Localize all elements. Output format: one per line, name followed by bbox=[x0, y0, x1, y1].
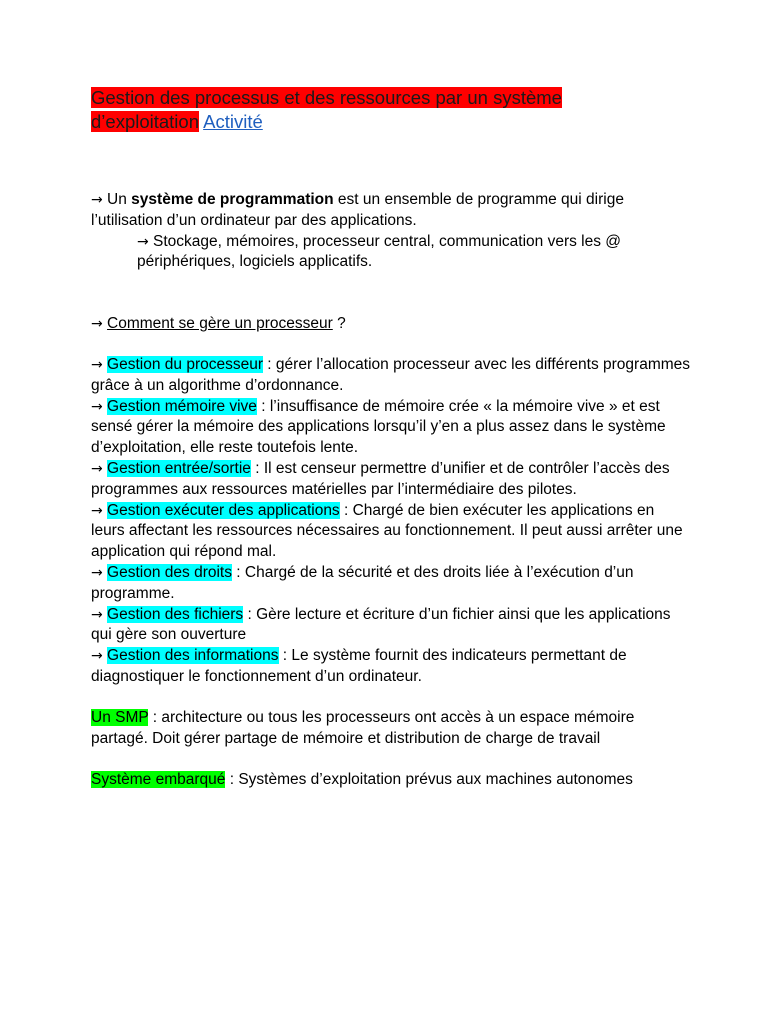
embedded-definition bbox=[91, 770, 691, 791]
intro-pre: Un bbox=[102, 191, 132, 208]
question-line bbox=[91, 314, 691, 335]
item-term: Gestion des fichiers bbox=[107, 605, 244, 623]
item-desc: : Chargé de bien exécuter les applications en leurs affectant les ressources nécessaires au fonctionnement. Il peut aussi arrêter une application qui répond mal. bbox=[91, 501, 683, 561]
intro-sub-text: Stockage, mémoires, processeur central, communication vers les @ périphériques, logiciels applicatifs. bbox=[137, 232, 622, 271]
arrow-icon: → bbox=[91, 606, 103, 623]
item-desc: : l’insuffisance de mémoire crée « la mémoire vive » et est sensé gérer la mémoire des applications lorsqu’il y’en a plus assez dans le système d’exploitation, elle reste toutefois lente. bbox=[91, 397, 666, 457]
smp-term: Un SMP bbox=[91, 708, 149, 726]
list-item bbox=[91, 397, 691, 459]
list-item bbox=[91, 355, 691, 397]
embedded-desc: : Systèmes d’exploitation prévus aux machines autonomes bbox=[225, 771, 633, 789]
arrow-icon: → bbox=[91, 356, 103, 373]
intro-sub-paragraph bbox=[91, 232, 691, 274]
activity-link[interactable]: Activité bbox=[203, 111, 263, 132]
item-term: Gestion entrée/sortie bbox=[107, 459, 251, 477]
intro-post: est un ensemble de programme qui dirige l’utilisation d’un ordinateur par des applications. bbox=[91, 191, 624, 229]
title-line2: d’exploitation bbox=[91, 111, 199, 132]
item-desc: : Gère lecture et écriture d’un fichier ainsi que les applications qui gère son ouverture bbox=[91, 605, 671, 644]
list-item bbox=[91, 563, 691, 605]
list-item bbox=[91, 646, 691, 688]
arrow-icon: → bbox=[91, 564, 103, 581]
item-term: Gestion des droits bbox=[107, 563, 232, 581]
list-item bbox=[91, 501, 691, 563]
title-line1: Gestion des processus et des ressources par un système bbox=[91, 87, 562, 108]
item-desc: : Le système fournit des indicateurs permettant de diagnostiquer le fonctionnement d’un ordinateur. bbox=[91, 647, 627, 685]
list-item bbox=[91, 459, 691, 501]
smp-desc: : architecture ou tous les processeurs ont accès à un espace mémoire partagé. Doit gérer partage de mémoire et distribution de charge de travail bbox=[91, 708, 635, 747]
item-desc: : gérer l’allocation processeur avec les différents programmes grâce à un algorithme d’ordonnance. bbox=[91, 355, 691, 394]
arrow-icon: → bbox=[91, 192, 103, 208]
document-page bbox=[91, 86, 691, 791]
list-item bbox=[91, 605, 691, 647]
item-desc: : Chargé de la sécurité et des droits liée à l’exécution d’un programme. bbox=[91, 563, 634, 602]
item-term: Gestion des informations bbox=[107, 647, 279, 665]
smp-definition bbox=[91, 708, 691, 750]
question-suffix: ? bbox=[332, 315, 346, 333]
document-title bbox=[91, 86, 691, 134]
intro-paragraph bbox=[91, 190, 691, 232]
embedded-term: Système embarqué bbox=[91, 771, 226, 789]
item-term: Gestion exécuter des applications bbox=[107, 501, 340, 519]
arrow-icon: → bbox=[91, 316, 103, 333]
arrow-icon: → bbox=[91, 502, 103, 519]
question-text: Comment se gère un processeur bbox=[107, 315, 333, 333]
intro-bold-term: système de programmation bbox=[131, 191, 334, 208]
arrow-icon: → bbox=[91, 648, 103, 665]
arrow-icon: → bbox=[137, 233, 149, 250]
item-term: Gestion mémoire vive bbox=[107, 397, 257, 415]
arrow-icon: → bbox=[91, 398, 103, 415]
management-list bbox=[91, 355, 691, 688]
item-desc: : Il est censeur permettre d’unifier et de contrôler l’accès des programmes aux ressources matérielles par l’intermédiaire des pilotes. bbox=[91, 459, 670, 498]
item-term: Gestion du processeur bbox=[107, 355, 263, 373]
arrow-icon: → bbox=[91, 460, 103, 477]
